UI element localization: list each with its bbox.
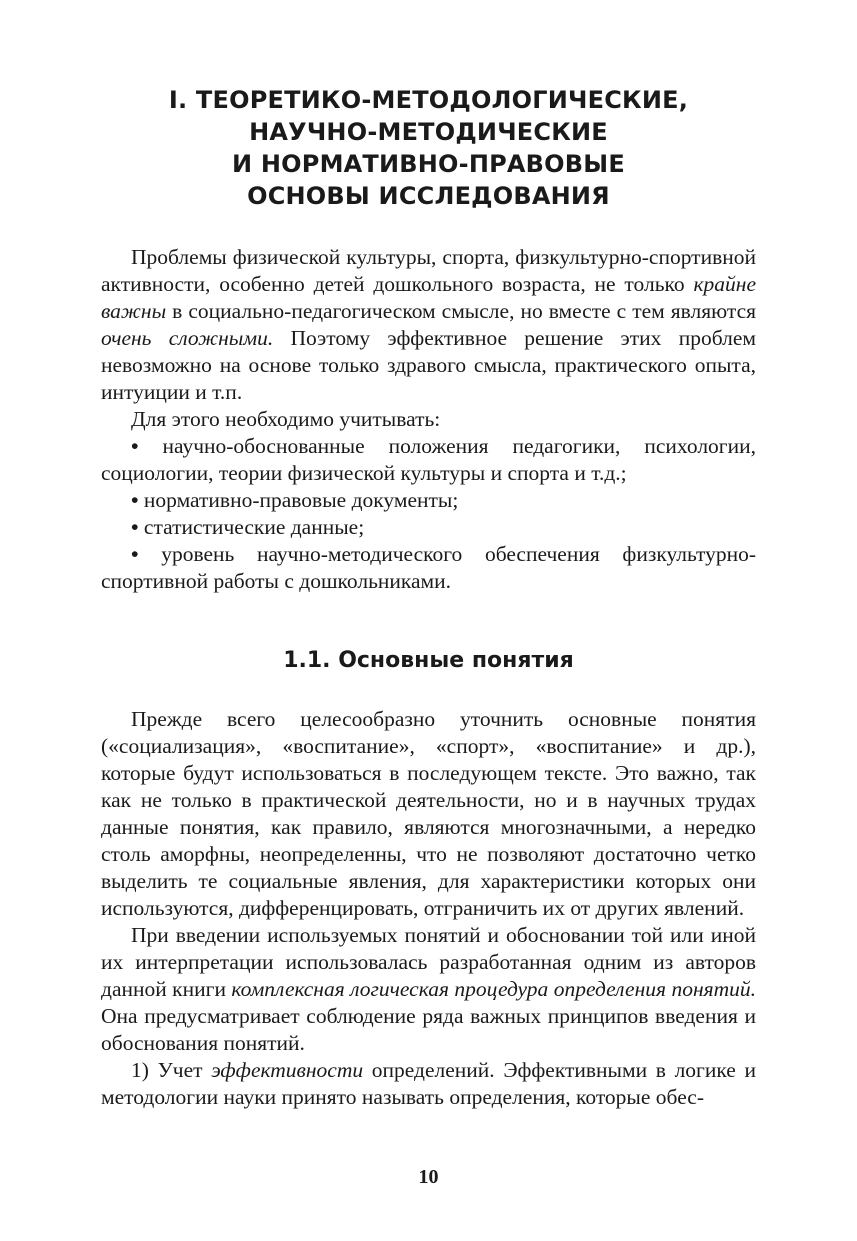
- text-run: определений. Эффективными в логике и методологии науки принято называть определения, которые обес-: [101, 1058, 756, 1109]
- page-number: 10: [418, 1166, 439, 1188]
- bullet-text: нормативно-правовые документы;: [143, 488, 459, 512]
- emphasis: очень сложными.: [101, 326, 274, 350]
- bullet-icon: •: [131, 515, 139, 539]
- chapter-title: [100, 84, 757, 212]
- bullet-text: статистические данные;: [143, 515, 365, 539]
- text-run: Проблемы физической культуры, спорта, физкультурно-спортивной активности, особенно детей дошкольного возраста, не только: [101, 245, 756, 296]
- chapter-title-line: И НОРМАТИВНО-ПРАВОВЫЕ: [232, 150, 625, 178]
- bullet-icon: •: [131, 434, 139, 458]
- text-run: Она предусматривает соблюдение ряда важных принципов введения и обоснования понятий.: [101, 1004, 756, 1055]
- text-run: 1) Учет: [131, 1058, 212, 1082]
- body-text: [101, 706, 756, 1111]
- body-paragraph-3: [101, 1057, 756, 1111]
- body-paragraph-2: [101, 922, 756, 1057]
- section-title: 1.1. Основные понятия: [283, 648, 574, 673]
- intro-text: [101, 244, 756, 595]
- emphasis: крайне важны: [101, 272, 756, 323]
- bullet-item: [101, 487, 756, 514]
- chapter-title-line: I. ТЕОРЕТИКО-МЕТОДОЛОГИЧЕСКИЕ,: [168, 86, 689, 114]
- bullet-item: [101, 514, 756, 541]
- text-run: в социально-педагогическом смысле, но вместе с тем являются: [166, 299, 756, 323]
- emphasis: эффективности: [211, 1058, 364, 1082]
- bullet-text: уровень научно-методического обеспечения физкультурно-спортивной работы с дошкольниками.: [101, 542, 757, 593]
- emphasis: комплексная логическая процедура определения понятий.: [231, 977, 757, 1001]
- chapter-title-line: ОСНОВЫ ИССЛЕДОВАНИЯ: [247, 182, 610, 210]
- bullet-icon: •: [131, 542, 139, 566]
- body-paragraph-1: Прежде всего целесообразно уточнить основные понятия («социализация», «воспитание», «спорт», «воспитание» и др.), которые будут использоваться в последующем тексте. Это важно, так как не только в практической деятельности, но и в научных трудах данные понятия, как правило, являются многозначными, а нередко столь аморфны, неопределенны, что не позволяют достаточно четко выделить те социальные явления, для характеристики которых они используются, дифференцировать, отграничить их от других явлений.: [101, 707, 756, 920]
- intro-paragraph-1: [101, 244, 756, 406]
- bullet-text: научно-обоснованные положения педагогики, психологии, социологии, теории физической культуры и спорта и т.д.;: [101, 434, 756, 485]
- intro-paragraph-2: Для этого необходимо учитывать:: [131, 407, 441, 431]
- bullet-item: [101, 433, 756, 487]
- bullet-icon: •: [131, 488, 139, 512]
- chapter-title-line: НАУЧНО-МЕТОДИЧЕСКИЕ: [249, 118, 608, 146]
- text-run: При введении используемых понятий и обосновании той или иной их интерпретации использовалась разработанная одним из авторов данной книги: [101, 923, 756, 1001]
- bullet-item: [101, 541, 756, 595]
- text-run: Поэтому эффективное решение этих проблем невозможно на основе только здравого смысла, практического опыта, интуиции и т.п.: [101, 326, 756, 404]
